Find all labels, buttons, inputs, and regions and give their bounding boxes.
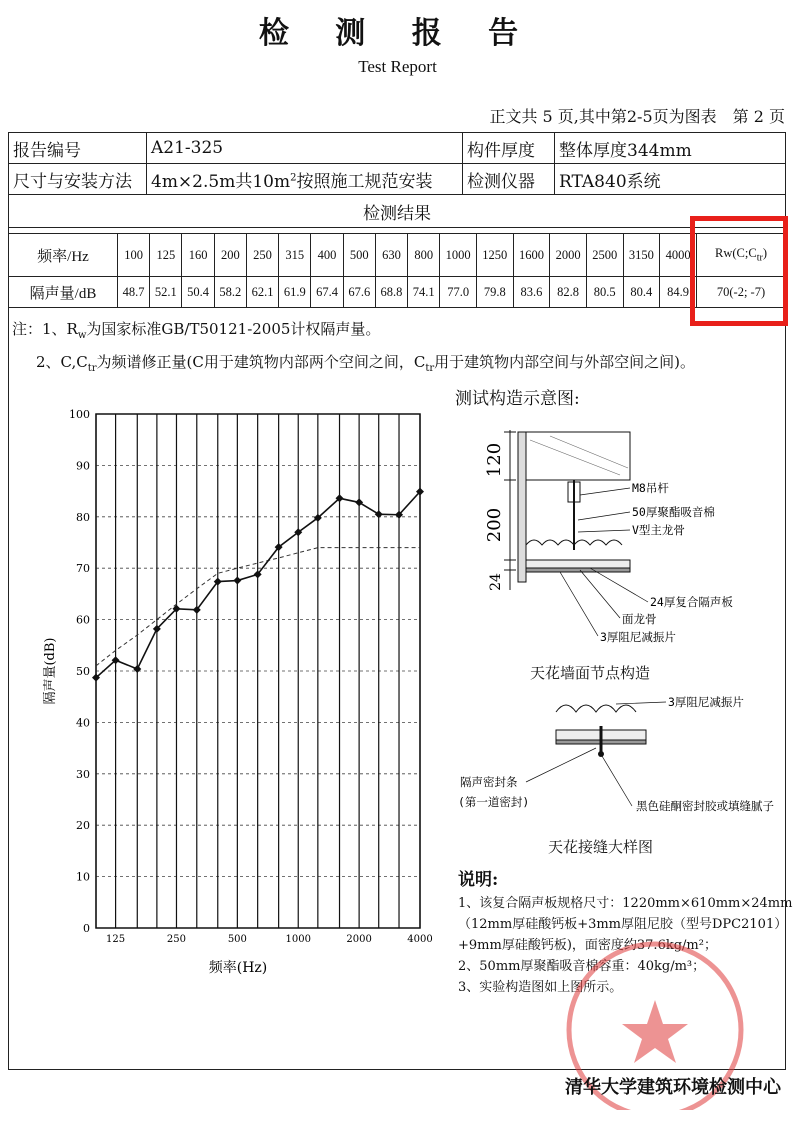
- data-point: [355, 498, 363, 506]
- rw-value: 70(-2; -7): [697, 277, 786, 308]
- freq-cell: 1250: [476, 234, 513, 277]
- joint-wool: [556, 705, 636, 712]
- explanation-line-3: +9mm厚硅酸钙板)，面密度约37.6kg/m²；: [458, 938, 717, 953]
- x-tick-label: 2000: [346, 934, 372, 945]
- y-tick-label: 10: [76, 870, 90, 884]
- freq-cell: 800: [408, 234, 440, 277]
- sti-cell: 80.4: [623, 277, 660, 308]
- x-tick-label: 125: [106, 934, 126, 945]
- dim-24: 24: [488, 573, 504, 591]
- thickness-value: 整体厚度344mm: [555, 133, 786, 164]
- sti-cell: 62.1: [246, 277, 278, 308]
- explanation-line-4: 2、50mm厚聚酯吸音棉容重：40kg/m³；: [458, 959, 706, 974]
- note-1: 注：1、$R_w$为国家标准GB/T50121-2005计权隔声量。: [12, 320, 381, 341]
- instrument-value: RTA840系统: [555, 164, 786, 195]
- freq-cell: 100: [118, 234, 150, 277]
- sealant-dot: [598, 751, 604, 757]
- sti-cell: 84.9: [660, 277, 697, 308]
- y-tick-label: 50: [76, 665, 90, 678]
- joint-label-first-seal: (第一道密封): [458, 795, 530, 809]
- explanation-line-2: （12mm厚硅酸钙板+3mm厚阻尼胶（型号DPC2101）: [458, 917, 788, 932]
- joint-label-damping: 3厚阻尼减振片: [668, 695, 744, 709]
- joint-label-sealant: 黑色硅酮密封胶或填缝腻子: [636, 799, 774, 813]
- y-tick-label: 100: [69, 408, 90, 421]
- y-axis-label: 隔声量(dB): [43, 637, 58, 705]
- freq-cell: 200: [214, 234, 246, 277]
- sti-cell: 83.6: [513, 277, 550, 308]
- instrument-label: 检测仪器: [463, 164, 555, 195]
- explanation-line-5: 3、实验构造图如上图所示。: [458, 980, 623, 995]
- rw-header: $Rw(C;C_{tr})$: [697, 234, 786, 277]
- diagram-title: 测试构造示意图:: [455, 389, 580, 409]
- results-title: 检测结果: [9, 195, 786, 228]
- joint-detail-diagram: [456, 690, 786, 830]
- size-value: 4m×2.5m共$10m^2$按照施工规范安装: [147, 164, 463, 195]
- y-tick-label: 80: [76, 510, 90, 524]
- x-tick-label: 4000: [407, 934, 433, 945]
- data-point: [375, 510, 383, 518]
- sound-insulation-chart: [40, 400, 440, 990]
- sti-cell: 77.0: [440, 277, 477, 308]
- header-table: [8, 132, 786, 228]
- note-2: 2、$C,C_{tr}$为频谱修正量(C用于建筑物内部两个空间之间，$C_{tr}$用于建筑物内部空间与外部空间之间)。: [36, 353, 696, 374]
- y-tick-label: 90: [76, 459, 90, 473]
- x-tick-label: 250: [166, 934, 187, 945]
- x-tick-label: 1000: [285, 934, 311, 945]
- sti-cell: 67.4: [311, 277, 343, 308]
- y-tick-label: 20: [76, 819, 90, 833]
- composite-board: [526, 560, 630, 568]
- label-composite-board: 24厚复合隔声板: [650, 595, 733, 609]
- freq-cell: 500: [343, 234, 375, 277]
- sti-cell: 74.1: [408, 277, 440, 308]
- report-subtitle: Test Report: [358, 57, 437, 76]
- freq-cell: 3150: [623, 234, 660, 277]
- freq-cell: 2500: [586, 234, 623, 277]
- freq-cell: 2000: [550, 234, 587, 277]
- dim-200: 200: [484, 507, 505, 543]
- label-face-keel: 面龙骨: [622, 612, 657, 626]
- freq-cell: 125: [150, 234, 182, 277]
- freq-label: 频率/Hz: [9, 234, 118, 277]
- data-point: [133, 665, 141, 673]
- label-wool: 50厚聚酯吸音棉: [632, 505, 715, 519]
- size-label: 尺寸与安装方法: [9, 164, 147, 195]
- freq-cell: 1000: [440, 234, 477, 277]
- sti-cell: 68.8: [375, 277, 407, 308]
- sti-cell: 67.6: [343, 277, 375, 308]
- wall-section: [518, 432, 526, 582]
- notes: [12, 316, 695, 382]
- y-tick-label: 30: [76, 767, 90, 781]
- dim-120: 120: [484, 442, 505, 478]
- sti-cell: 58.2: [214, 277, 246, 308]
- diagram-caption-1: 天花墙面节点构造: [530, 664, 651, 682]
- freq-cell: 250: [246, 234, 278, 277]
- damping-layer: [526, 568, 630, 572]
- sti-cell: 80.5: [586, 277, 623, 308]
- freq-cell: 315: [279, 234, 311, 277]
- page-info: 正文共 5 页,其中第2-5页为图表 第 2 页: [489, 107, 785, 126]
- diagram-caption-2: 天花接缝大样图: [548, 838, 654, 856]
- label-m8-rod: M8吊杆: [632, 481, 669, 495]
- explanation-heading: 说明:: [458, 870, 499, 890]
- y-tick-label: 40: [76, 716, 90, 730]
- freq-cell: 400: [311, 234, 343, 277]
- sti-cell: 50.4: [182, 277, 214, 308]
- label-main-keel: V型主龙骨: [632, 523, 685, 537]
- x-axis-label: 频率(Hz): [208, 960, 268, 976]
- sti-cell: 48.7: [118, 277, 150, 308]
- highlight-box: [690, 216, 788, 326]
- sti-cell: 79.8: [476, 277, 513, 308]
- report-title: 检 测 报 告: [258, 16, 537, 51]
- y-tick-label: 0: [83, 922, 90, 935]
- label-damping: 3厚阻尼减振片: [600, 630, 676, 644]
- freq-cell: 4000: [660, 234, 697, 277]
- sti-label: 隔声量/dB: [9, 277, 118, 308]
- ceiling-node-diagram: [470, 420, 780, 660]
- freq-cell: 630: [375, 234, 407, 277]
- thickness-label: 构件厚度: [463, 133, 555, 164]
- results-table: [8, 233, 786, 308]
- y-tick-label: 60: [76, 613, 90, 627]
- x-tick-label: 500: [227, 934, 247, 945]
- report-no-label: 报告编号: [9, 133, 147, 164]
- explanation-line-1: 1、该复合隔声板规格尺寸：1220mm×610mm×24mm: [458, 896, 793, 911]
- sti-cell: 52.1: [150, 277, 182, 308]
- joint-label-seal: 隔声密封条: [460, 775, 518, 789]
- footer-org: 清华大学建筑环境检测中心: [565, 1077, 781, 1098]
- y-tick-label: 70: [76, 562, 90, 576]
- freq-cell: 160: [182, 234, 214, 277]
- data-point: [233, 577, 241, 585]
- freq-cell: 1600: [513, 234, 550, 277]
- sti-cell: 61.9: [279, 277, 311, 308]
- sti-cell: 82.8: [550, 277, 587, 308]
- report-no-value: A21-325: [147, 133, 463, 164]
